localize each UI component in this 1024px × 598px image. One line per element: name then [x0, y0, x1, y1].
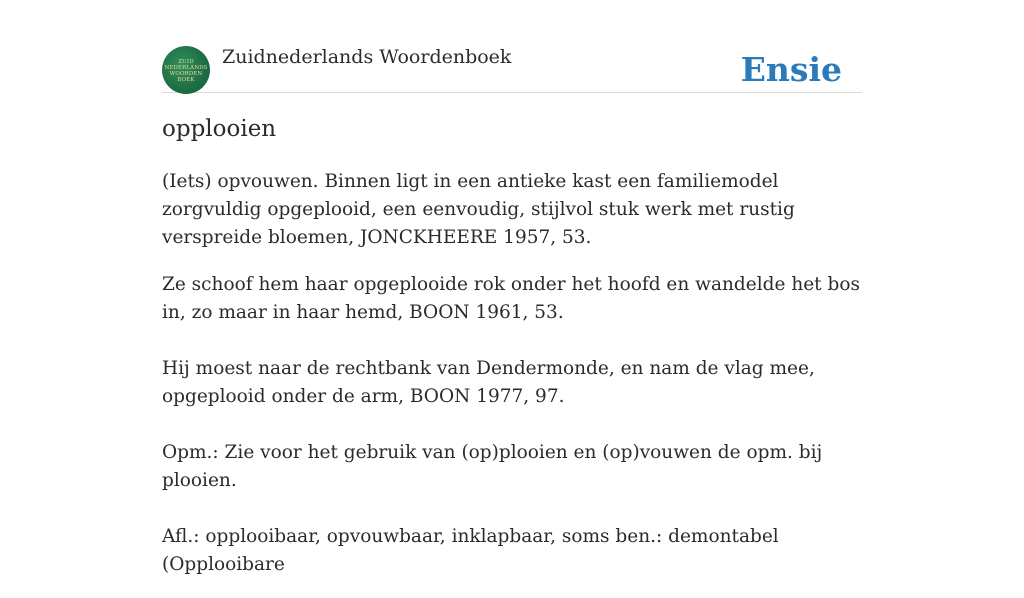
definition-paragraph: (Iets) opvouwen. Binnen ligt in een antieke kast een familiemodel zorgvuldig opgeplooid, een eenvoudig, stijlvol stuk werk met rustig verspreide bloemen, JONCKHEERE 1957, 53. [162, 171, 795, 248]
example-quote: Ze schoof hem haar opgeplooide rok onder het hoofd en wandelde het bos in, zo maar in haar hemd, BOON 1961, 53. [162, 274, 860, 323]
entry-definition [162, 168, 862, 598]
logo-line: WOORDEN [169, 71, 203, 77]
zuidnederlands-woordenboek-logo[interactable] [162, 46, 210, 94]
entry-headword: opplooien [162, 116, 277, 142]
dictionary-name[interactable]: Zuidnederlands Woordenboek [222, 46, 512, 68]
ensie-brand-logo[interactable]: Ensie [740, 50, 842, 89]
logo-line: BOEK [177, 77, 195, 83]
usage-note: Opm.: Zie voor het gebruik van (op)plooien en (op)vouwen de opm. bij plooien. [162, 442, 823, 491]
logo-line: NEDERLANDS [164, 65, 208, 71]
example-quote: Hij moest naar de rechtbank van Dendermonde, en nam de vlag mee, opgeplooid onder de arm, BOON 1977, 97. [162, 358, 815, 407]
derivations-note: Afl.: opplooibaar, opvouwbaar, inklapbaar, soms ben.: demontabel (Opplooibare [162, 526, 779, 575]
site-header [162, 44, 862, 93]
logo-line: ZUID [178, 59, 194, 65]
